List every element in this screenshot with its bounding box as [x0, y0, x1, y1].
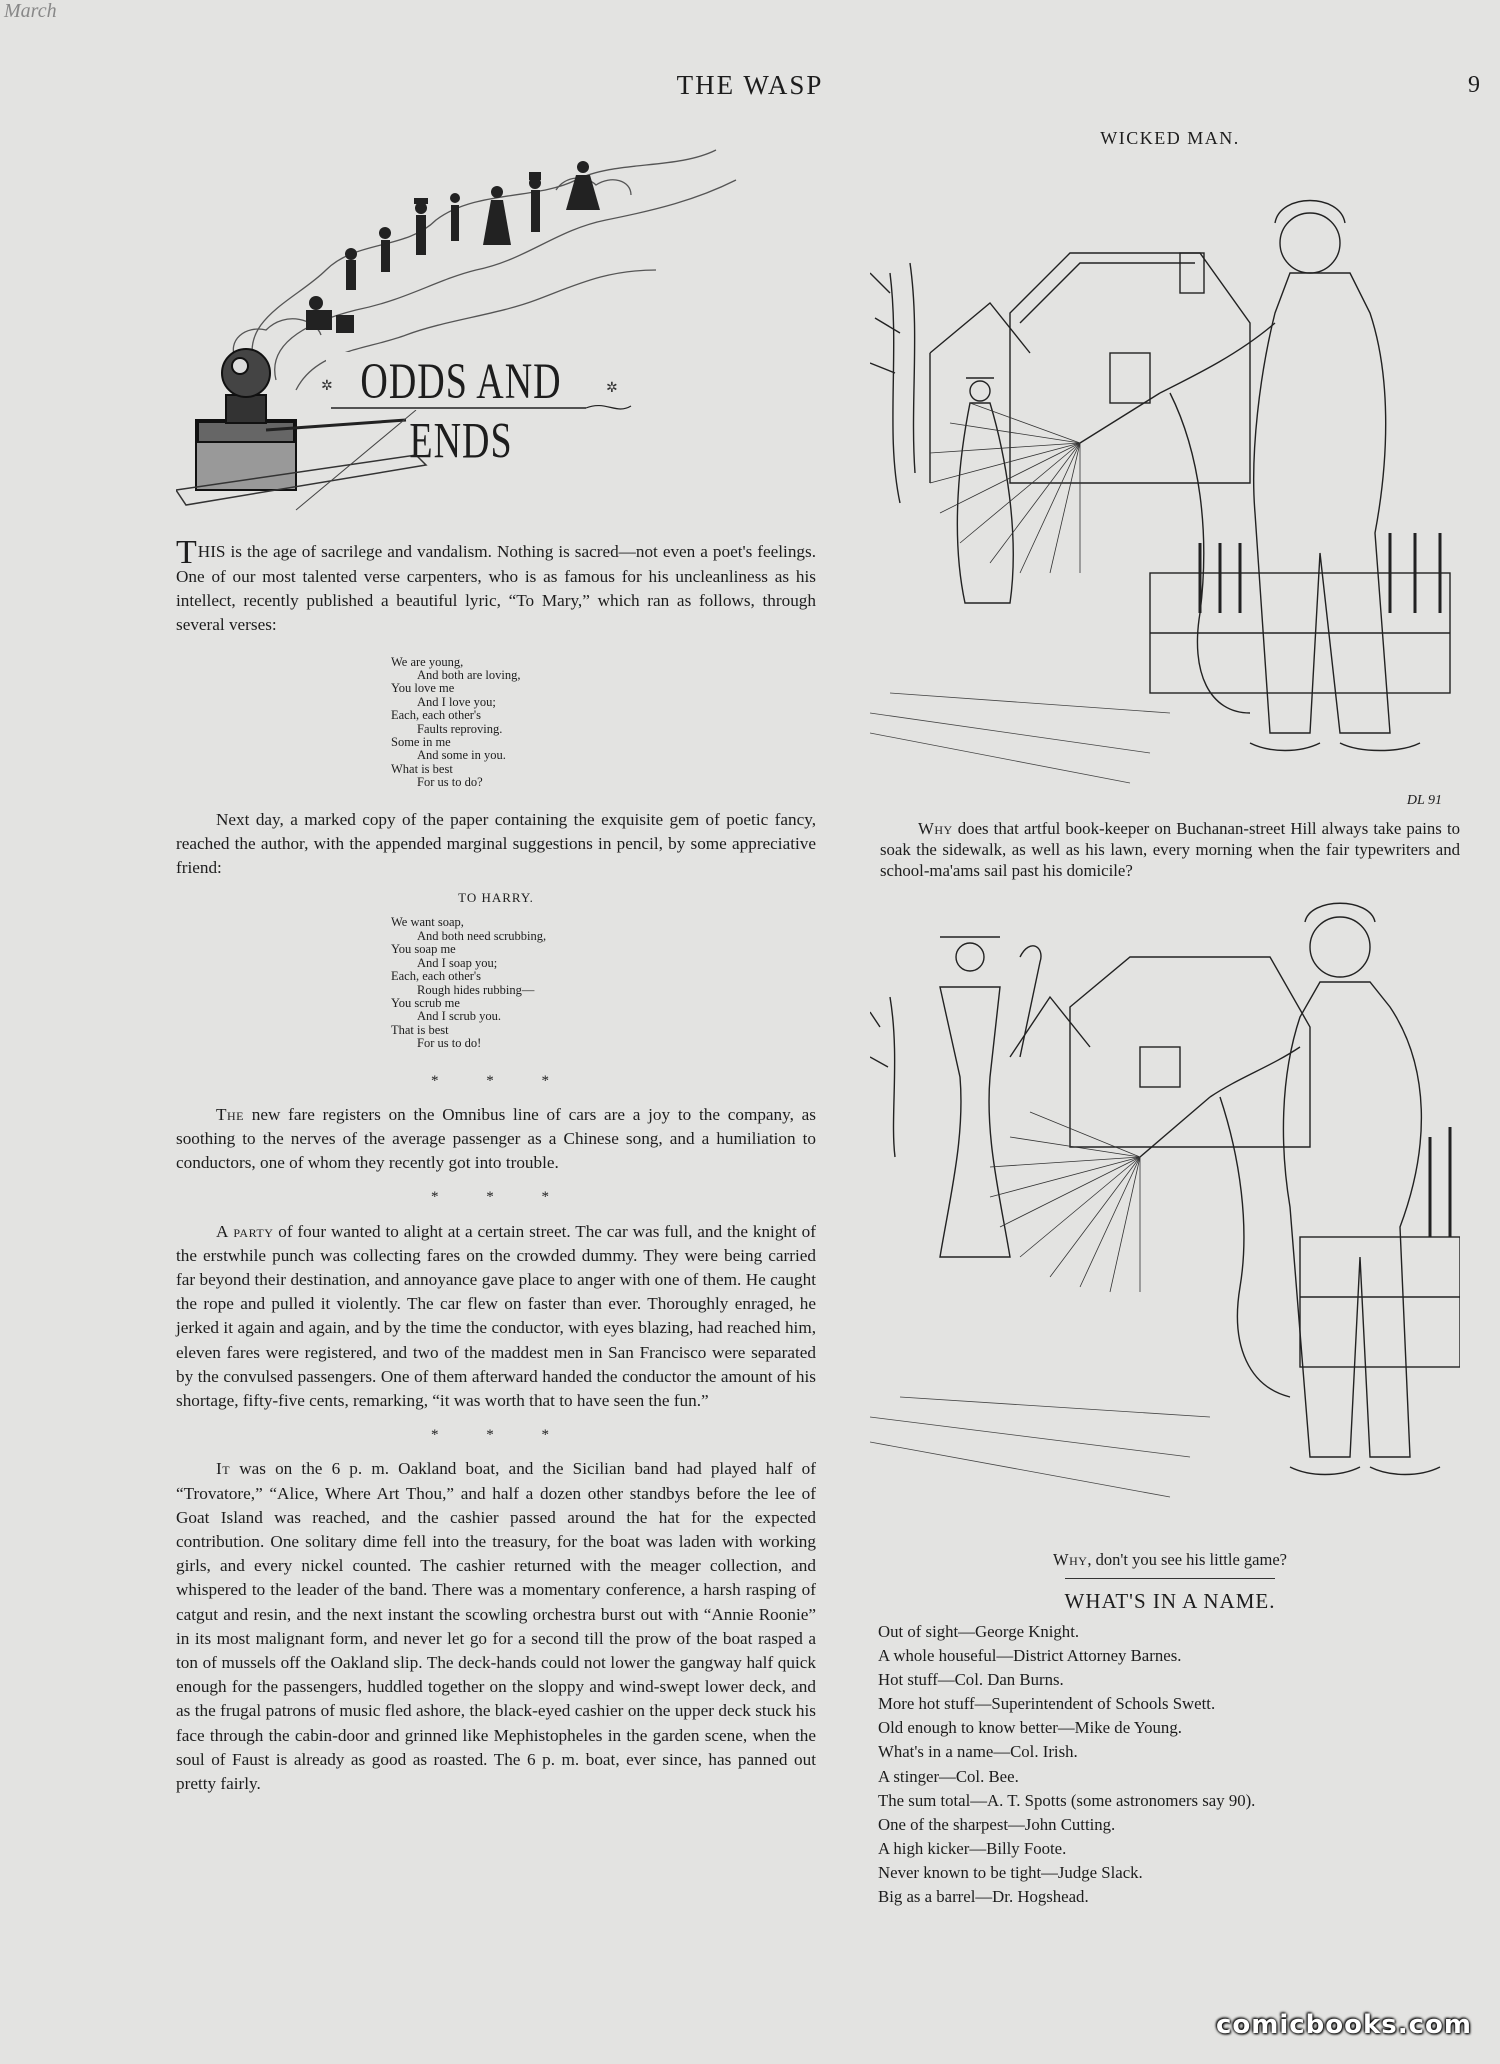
name-item: More hot stuff—Superintendent of Schools Swett.	[878, 1694, 1216, 1714]
page-number: 9	[1468, 72, 1480, 98]
corner-scribble: March	[4, 0, 57, 22]
poem-line: And I love you;	[417, 694, 496, 709]
cartoon-caption-2: Why, don't you see his little game?	[1053, 1550, 1287, 1569]
name-item: What's in a name—Col. Irish.	[878, 1742, 1078, 1762]
poem-line: That is best	[391, 1022, 449, 1037]
poem-line: For us to do?	[417, 775, 483, 790]
name-item: A stinger—Col. Bee.	[878, 1766, 1019, 1786]
name-item: Hot stuff—Col. Dan Burns.	[878, 1670, 1064, 1690]
article-paragraph-5: It was on the 6 p. m. Oakland boat, and the Sicilian band had played half of “Trovatore,” “Alice, Where Art Thou,” and half a dozen other standbys before the lee of Goat Island was reached, and the cashier passed around the hat for the expected contribution. One solitary dime fell into the treasury, for the boat was laden with working girls, and every nickel counted. The cashier returned with the meager collection, and whispered to the leader of the band. There was a momentary conference, a harsh rasping of catgut and resin, and the next instant the scowling orchestra burst out with “Annie Roonie” in its most malignant form, and never let go for a second till the prow of the boat rasped a ton of mussels off the Oakland slip. The deck-hands could not lower the gangway half quick enough for the passengers, huddled together on the sloppy and wind-swept lower deck, and as the frugal patrons of music fled ashore, the black-eyed cashier on the upper deck stuck his face through the cabin-door and grinned like Mephistopheles in the garden scene, when the soul of Faust is already as good as roasted. The 6 p. m. boat, ever since, has panned out pretty fairly.	[176, 1459, 816, 1794]
whats-in-a-name-title: WHAT'S IN A NAME.	[1064, 1589, 1276, 1613]
svg-text:✲: ✲	[321, 379, 333, 394]
watermark: comicbooks.com	[1215, 2010, 1472, 2040]
poem-line: Each, each other's	[391, 708, 482, 723]
name-item: A whole houseful—District Attorney Barnes.	[878, 1646, 1182, 1666]
poem-line: And I scrub you.	[417, 1009, 502, 1024]
section-separator: * * *	[431, 1189, 571, 1206]
poem-line: You soap me	[391, 942, 456, 957]
cartoon-panel-2	[870, 897, 1460, 1542]
poem-line: You love me	[391, 681, 455, 696]
name-item: Never known to be tight—Judge Slack.	[878, 1862, 1143, 1882]
name-item: A high kicker—Billy Foote.	[878, 1838, 1067, 1858]
article-paragraph-2: Next day, a marked copy of the paper containing the exquisite gem of poetic fancy, reached the author, with the appended marginal suggestions in pencil, by some appreciative friend:	[176, 809, 816, 878]
odds-and-ends-masthead	[176, 120, 816, 540]
name-item: The sum total—A. T. Spotts (some astronomers say 90).	[878, 1790, 1256, 1810]
divider-rule	[1065, 1578, 1275, 1579]
name-item: Old enough to know better—Mike de Young.	[878, 1718, 1182, 1738]
poem-to-mary	[391, 656, 816, 790]
left-column	[176, 120, 816, 1796]
poem-line: You scrub me	[391, 995, 460, 1010]
masthead-illustration	[176, 120, 816, 540]
section-separator: * * *	[431, 1072, 571, 1089]
poem-line: And both are loving,	[417, 668, 521, 683]
svg-text:✲: ✲	[606, 381, 618, 396]
poem-to-harry	[391, 916, 816, 1050]
cartoon-title: WICKED MAN.	[1100, 128, 1240, 148]
poem-to-harry-title: TO HARRY.	[458, 890, 534, 906]
article-paragraph-4: A party of four wanted to alight at a certain street. The car was full, and the knight of the erstwhile punch was collecting fares on the crowded dummy. They were being carried far beyond their destination, and annoyance gave place to anger with one of them. He caught the rope and pulled it violently. The car flew on faster than ever. Thoroughly enraged, he jerked it again and again, and by the time the conductor, with eyes blazing, had reached him, eleven fares were registered, and two of the maddest men in San Francisco were separated by the convulsed passengers. One of them afterward handed the conductor the amount of his shortage, fifty-five cents, remarking, “it was worth that to have seen the fun.”	[176, 1221, 816, 1410]
article-body	[176, 534, 816, 1796]
poem-line: For us to do!	[417, 1036, 482, 1051]
masthead-title: ODDS AND ENDS	[360, 353, 562, 470]
poem-line: What is best	[391, 761, 453, 776]
poem-line: Some in me	[391, 735, 451, 750]
cartoon-illustration-2	[870, 897, 1460, 1537]
poem-line: We want soap,	[391, 915, 464, 930]
drop-cap: T	[176, 534, 197, 571]
poem-line: And both need scrubbing,	[417, 928, 547, 943]
poem-line: And I soap you;	[417, 955, 498, 970]
poem-line: Each, each other's	[391, 969, 482, 984]
poem-line: We are young,	[391, 654, 464, 669]
poem-line: Rough hides rubbing—	[417, 982, 535, 997]
right-column	[870, 120, 1470, 1909]
poem-line: Faults reproving.	[417, 721, 503, 736]
name-item: Big as a barrel—Dr. Hogshead.	[878, 1887, 1089, 1907]
name-item: Out of sight—George Knight.	[878, 1622, 1080, 1641]
poem-line: And some in you.	[417, 748, 506, 763]
artist-signature: DL 91	[1406, 793, 1442, 808]
article-paragraph-1: THIS is the age of sacrilege and vandalism. Nothing is sacred—not even a poet's feelings. One of our most talented verse carpenters, who is as famous for his uncleanliness as his intellect, recently published a beautiful lyric, “To Mary,” which ran as follows, through several verses:	[176, 534, 816, 635]
cartoon-panel-1	[870, 153, 1460, 818]
whats-in-a-name-list	[878, 1620, 1470, 1909]
article-paragraph-3: The new fare registers on the Omnibus line of cars are a joy to the company, as soothing to the nerves of the average passenger as a Chinese song, and a humiliation to conductors, one of whom they recently got into trouble.	[176, 1104, 816, 1173]
name-item: One of the sharpest—John Cutting.	[878, 1814, 1116, 1834]
section-separator: * * *	[431, 1427, 571, 1444]
cartoon-illustration-1	[870, 153, 1460, 813]
page-header-title: THE WASP	[676, 70, 824, 100]
cartoon-caption-1: Why does that artful book-keeper on Buchanan-street Hill always take pains to soak the sidewalk, as well as his lawn, every morning when the fair typewriters and school-ma'ams sail past his domicile?	[880, 819, 1460, 880]
